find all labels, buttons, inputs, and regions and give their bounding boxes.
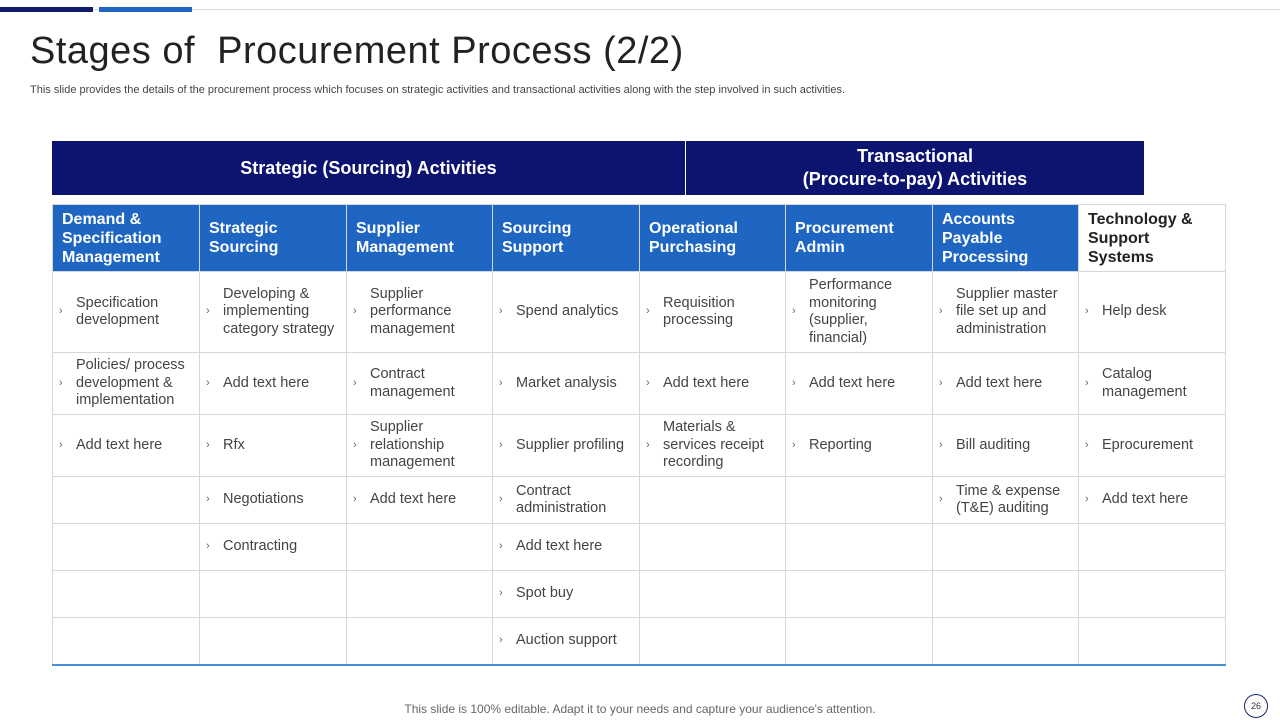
list-item	[347, 366, 492, 401]
chevron-right-icon: ›	[939, 493, 943, 506]
table-cell	[200, 272, 347, 353]
chevron-right-icon: ›	[939, 438, 943, 451]
table-cell	[347, 571, 493, 618]
table-row	[53, 524, 1226, 571]
table-cell	[640, 571, 786, 618]
cell-text: Supplier master file set up and administration	[956, 285, 1058, 337]
chevron-right-icon: ›	[59, 438, 63, 451]
table-cell	[933, 353, 1079, 415]
table-cell	[1079, 477, 1226, 524]
cell-text: Spot buy	[516, 585, 574, 602]
table-cell	[933, 415, 1079, 477]
cell-text: Materials & services receipt recording	[663, 419, 764, 471]
column-header: Accounts Payable Processing	[933, 205, 1079, 272]
list-item	[933, 286, 1078, 339]
list-item	[347, 491, 492, 509]
cell-text: Catalog management	[1102, 366, 1187, 400]
chevron-right-icon: ›	[499, 540, 503, 553]
list-item	[493, 585, 639, 603]
list-item	[1079, 491, 1225, 509]
list-item	[493, 483, 639, 518]
list-item	[347, 286, 492, 339]
column-header: Strategic Sourcing	[200, 205, 347, 272]
table-row	[53, 618, 1226, 666]
table-cell	[640, 272, 786, 353]
cell-text: Add text here	[516, 538, 603, 555]
list-item	[200, 437, 346, 455]
table-cell	[933, 571, 1079, 618]
cell-text: Market analysis	[516, 374, 617, 391]
table-cell	[1079, 353, 1226, 415]
table-cell	[640, 524, 786, 571]
column-header-row	[53, 205, 1226, 272]
slide-subtitle: This slide provides the details of the procurement process which focuses on strategic activities and transactional activities along with the step involved in such activities.	[30, 84, 846, 96]
list-item	[786, 277, 932, 347]
cell-text: Supplier relationship management	[370, 419, 455, 471]
list-item	[1079, 437, 1225, 455]
cell-text: Developing & implementing category strategy	[223, 285, 335, 337]
cell-text: Requisition processing	[663, 294, 735, 328]
chevron-right-icon: ›	[792, 438, 796, 451]
table-cell	[786, 353, 933, 415]
list-item	[200, 375, 346, 393]
table-cell	[933, 272, 1079, 353]
chevron-right-icon: ›	[646, 438, 650, 451]
table-cell	[200, 477, 347, 524]
chevron-right-icon: ›	[206, 438, 210, 451]
cell-text: Bill auditing	[956, 436, 1031, 453]
list-item	[640, 419, 785, 472]
cell-text: Performance monitoring (supplier, financial)	[809, 277, 893, 346]
list-item	[347, 419, 492, 472]
chevron-right-icon: ›	[206, 376, 210, 389]
table-row	[53, 571, 1226, 618]
chevron-right-icon: ›	[1085, 438, 1089, 451]
chevron-right-icon: ›	[499, 634, 503, 647]
cell-text: Reporting	[809, 436, 872, 453]
chevron-right-icon: ›	[1085, 376, 1089, 389]
table-cell	[933, 524, 1079, 571]
cell-text: Supplier profiling	[516, 436, 625, 453]
chevron-right-icon: ›	[792, 305, 796, 318]
list-item	[493, 375, 639, 393]
accent-segment-dark	[0, 7, 93, 12]
cell-text: Help desk	[1102, 303, 1167, 320]
list-item	[200, 491, 346, 509]
table-cell	[347, 524, 493, 571]
table-row	[53, 415, 1226, 477]
cell-text: Specification development	[76, 294, 160, 328]
table-cell	[200, 618, 347, 666]
chevron-right-icon: ›	[353, 438, 357, 451]
cell-text: Add text here	[223, 374, 310, 391]
table-cell	[53, 272, 200, 353]
chevron-right-icon: ›	[353, 376, 357, 389]
table-cell	[786, 415, 933, 477]
table-cell	[493, 415, 640, 477]
table-cell	[200, 353, 347, 415]
list-item	[933, 437, 1078, 455]
table-cell	[640, 415, 786, 477]
cell-text: Add text here	[1102, 491, 1189, 508]
table-cell	[1079, 618, 1226, 666]
list-item	[493, 632, 639, 650]
chevron-right-icon: ›	[939, 376, 943, 389]
table-cell	[200, 415, 347, 477]
list-item	[1079, 303, 1225, 321]
table-cell	[53, 571, 200, 618]
cell-text: Add text here	[76, 436, 163, 453]
cell-text: Spend analytics	[516, 303, 619, 320]
accent-segment-blue	[99, 7, 192, 12]
table-cell	[493, 571, 640, 618]
cell-text: Add text here	[809, 374, 896, 391]
column-header: Sourcing Support	[493, 205, 640, 272]
chevron-right-icon: ›	[59, 376, 63, 389]
chevron-right-icon: ›	[646, 376, 650, 389]
chevron-right-icon: ›	[646, 305, 650, 318]
chevron-right-icon: ›	[59, 305, 63, 318]
table-cell	[786, 571, 933, 618]
chevron-right-icon: ›	[499, 587, 503, 600]
chevron-right-icon: ›	[499, 376, 503, 389]
table-row	[53, 272, 1226, 353]
table-cell	[640, 353, 786, 415]
table-row	[53, 353, 1226, 415]
table-cell	[347, 477, 493, 524]
column-header: Demand & Specification Management	[53, 205, 200, 272]
column-header: Operational Purchasing	[640, 205, 786, 272]
table-cell	[1079, 272, 1226, 353]
list-item	[200, 286, 346, 339]
chevron-right-icon: ›	[1085, 305, 1089, 318]
column-header: Technology & Support Systems	[1079, 205, 1226, 272]
table-cell	[933, 477, 1079, 524]
chevron-right-icon: ›	[1085, 493, 1089, 506]
table-cell	[933, 618, 1079, 666]
cell-text: Time & expense (T&E) auditing	[956, 482, 1061, 516]
chevron-right-icon: ›	[353, 305, 357, 318]
list-item	[933, 483, 1078, 518]
chevron-right-icon: ›	[499, 493, 503, 506]
list-item	[786, 375, 932, 393]
procurement-stages-table	[52, 204, 1226, 666]
top-rule	[0, 9, 1280, 10]
cell-text: Eprocurement	[1102, 436, 1194, 453]
cell-text: Contract management	[370, 366, 455, 400]
chevron-right-icon: ›	[353, 493, 357, 506]
table-cell	[53, 618, 200, 666]
list-item	[493, 538, 639, 556]
chevron-right-icon: ›	[499, 438, 503, 451]
table-cell	[640, 618, 786, 666]
slide-title: Stages of Procurement Process (2/2)	[30, 30, 684, 72]
chevron-right-icon: ›	[206, 493, 210, 506]
table-cell	[53, 524, 200, 571]
transactional-activities-header: Transactional (Procure-to-pay) Activities	[686, 141, 1144, 195]
chevron-right-icon: ›	[499, 305, 503, 318]
table-cell	[786, 524, 933, 571]
table-cell	[53, 477, 200, 524]
table-cell	[347, 353, 493, 415]
page-number: 26	[1244, 694, 1268, 718]
column-header: Procurement Admin	[786, 205, 933, 272]
list-item	[493, 437, 639, 455]
table-cell	[493, 524, 640, 571]
cell-text: Add text here	[663, 374, 750, 391]
cell-text: Contracting	[223, 538, 298, 555]
list-item	[53, 295, 199, 330]
table-cell	[1079, 415, 1226, 477]
table-cell	[493, 618, 640, 666]
cell-text: Policies/ process development & implementation	[76, 357, 185, 409]
cell-text: Supplier performance management	[370, 285, 455, 337]
cell-text: Add text here	[370, 491, 457, 508]
chevron-right-icon: ›	[206, 540, 210, 553]
list-item	[640, 375, 785, 393]
cell-text: Negotiations	[223, 491, 304, 508]
table-cell	[53, 415, 200, 477]
table-cell	[347, 415, 493, 477]
table-cell	[1079, 524, 1226, 571]
table-cell	[786, 618, 933, 666]
table-cell	[347, 618, 493, 666]
table-cell	[347, 272, 493, 353]
list-item	[640, 295, 785, 330]
list-item	[200, 538, 346, 556]
table-cell	[493, 272, 640, 353]
table-cell	[1079, 571, 1226, 618]
list-item	[786, 437, 932, 455]
column-header: Supplier Management	[347, 205, 493, 272]
table-cell	[200, 524, 347, 571]
chevron-right-icon: ›	[939, 305, 943, 318]
table-cell	[200, 571, 347, 618]
strategic-activities-header: Strategic (Sourcing) Activities	[52, 141, 685, 195]
cell-text: Rfx	[223, 436, 245, 453]
table-cell	[493, 477, 640, 524]
top-accent-bar	[0, 0, 1280, 12]
list-item	[1079, 366, 1225, 401]
list-item	[53, 437, 199, 455]
chevron-right-icon: ›	[206, 305, 210, 318]
cell-text: Contract administration	[516, 482, 607, 516]
table-cell	[786, 272, 933, 353]
list-item	[933, 375, 1078, 393]
list-item	[493, 303, 639, 321]
list-item	[53, 357, 199, 410]
table-cell	[640, 477, 786, 524]
table-cell	[53, 353, 200, 415]
cell-text: Auction support	[516, 632, 617, 649]
table-row	[53, 477, 1226, 524]
footer-note: This slide is 100% editable. Adapt it to your needs and capture your audience's attention.	[404, 702, 876, 716]
table-cell	[786, 477, 933, 524]
cell-text: Add text here	[956, 374, 1043, 391]
table-cell	[493, 353, 640, 415]
chevron-right-icon: ›	[792, 376, 796, 389]
